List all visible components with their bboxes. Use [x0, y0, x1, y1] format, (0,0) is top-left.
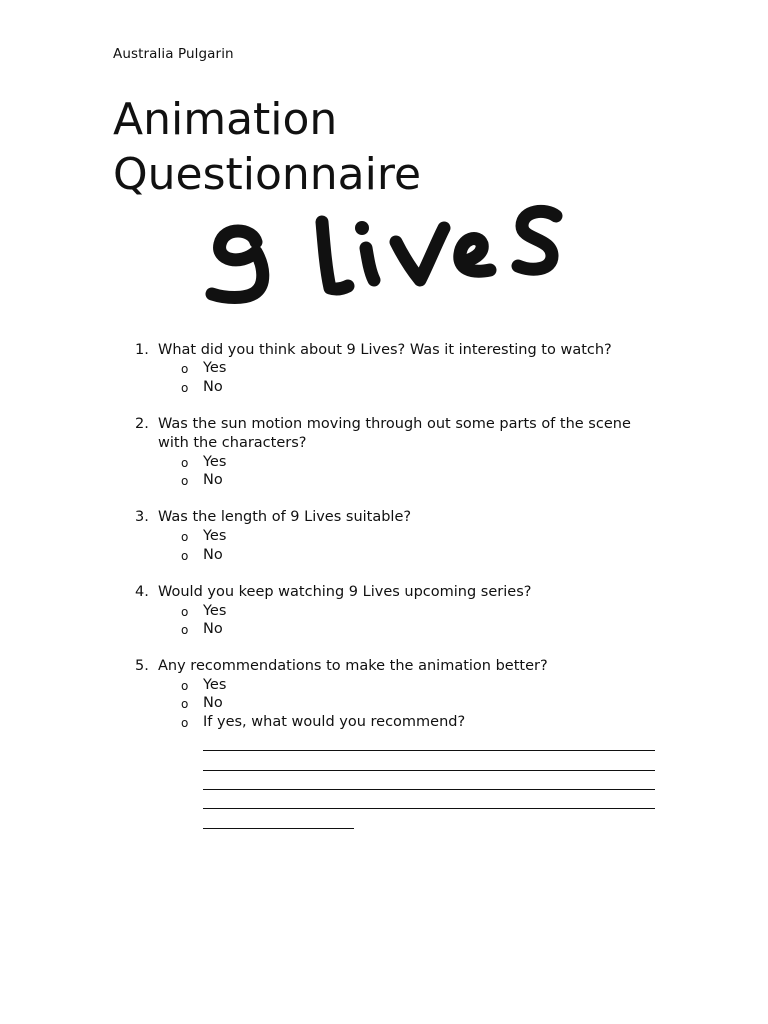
circle-bullet-icon: o: [181, 697, 189, 711]
question-number: 5.: [135, 658, 149, 674]
circle-bullet-icon: o: [181, 716, 189, 730]
page-title: [113, 92, 421, 202]
option-label: No: [203, 547, 223, 563]
question-text: Would you keep watching 9 Lives upcoming series?: [158, 584, 532, 600]
circle-bullet-icon: o: [181, 456, 189, 470]
option-label: No: [203, 621, 223, 637]
option-label: Yes: [203, 603, 227, 619]
question-number: 1.: [135, 342, 149, 358]
option-label: If yes, what would you recommend?: [203, 714, 466, 730]
question-text-line-2: with the characters?: [158, 435, 307, 451]
question-text: Was the length of 9 Lives suitable?: [158, 509, 412, 525]
circle-bullet-icon: o: [181, 623, 189, 637]
option-label: No: [203, 379, 223, 395]
option-label: Yes: [203, 360, 227, 376]
circle-bullet-icon: o: [181, 679, 189, 693]
circle-bullet-icon: o: [181, 474, 189, 488]
answer-line[interactable]: [203, 750, 655, 751]
option-label: No: [203, 472, 223, 488]
answer-line[interactable]: [203, 808, 655, 809]
answer-line[interactable]: [203, 770, 655, 771]
circle-bullet-icon: o: [181, 381, 189, 395]
question-text: What did you think about 9 Lives? Was it interesting to watch?: [158, 342, 612, 358]
question-text-line-1: Was the sun motion moving through out some parts of the scene: [158, 416, 631, 432]
option-label: Yes: [203, 528, 227, 544]
title-line-1: Animation: [113, 94, 338, 145]
answer-line[interactable]: [203, 828, 354, 829]
question-number: 2.: [135, 416, 149, 432]
title-line-2: Questionnaire: [113, 149, 422, 200]
question-number: 3.: [135, 509, 149, 525]
circle-bullet-icon: o: [181, 605, 189, 619]
answer-line[interactable]: [203, 789, 655, 790]
question-text: Any recommendations to make the animation better?: [158, 658, 548, 674]
option-label: No: [203, 695, 223, 711]
author-name: Australia Pulgarin: [113, 46, 234, 62]
question-number: 4.: [135, 584, 149, 600]
nine-lives-logo: [200, 200, 570, 310]
circle-bullet-icon: o: [181, 549, 189, 563]
option-label: Yes: [203, 677, 227, 693]
circle-bullet-icon: o: [181, 362, 189, 376]
circle-bullet-icon: o: [181, 530, 189, 544]
option-label: Yes: [203, 454, 227, 470]
